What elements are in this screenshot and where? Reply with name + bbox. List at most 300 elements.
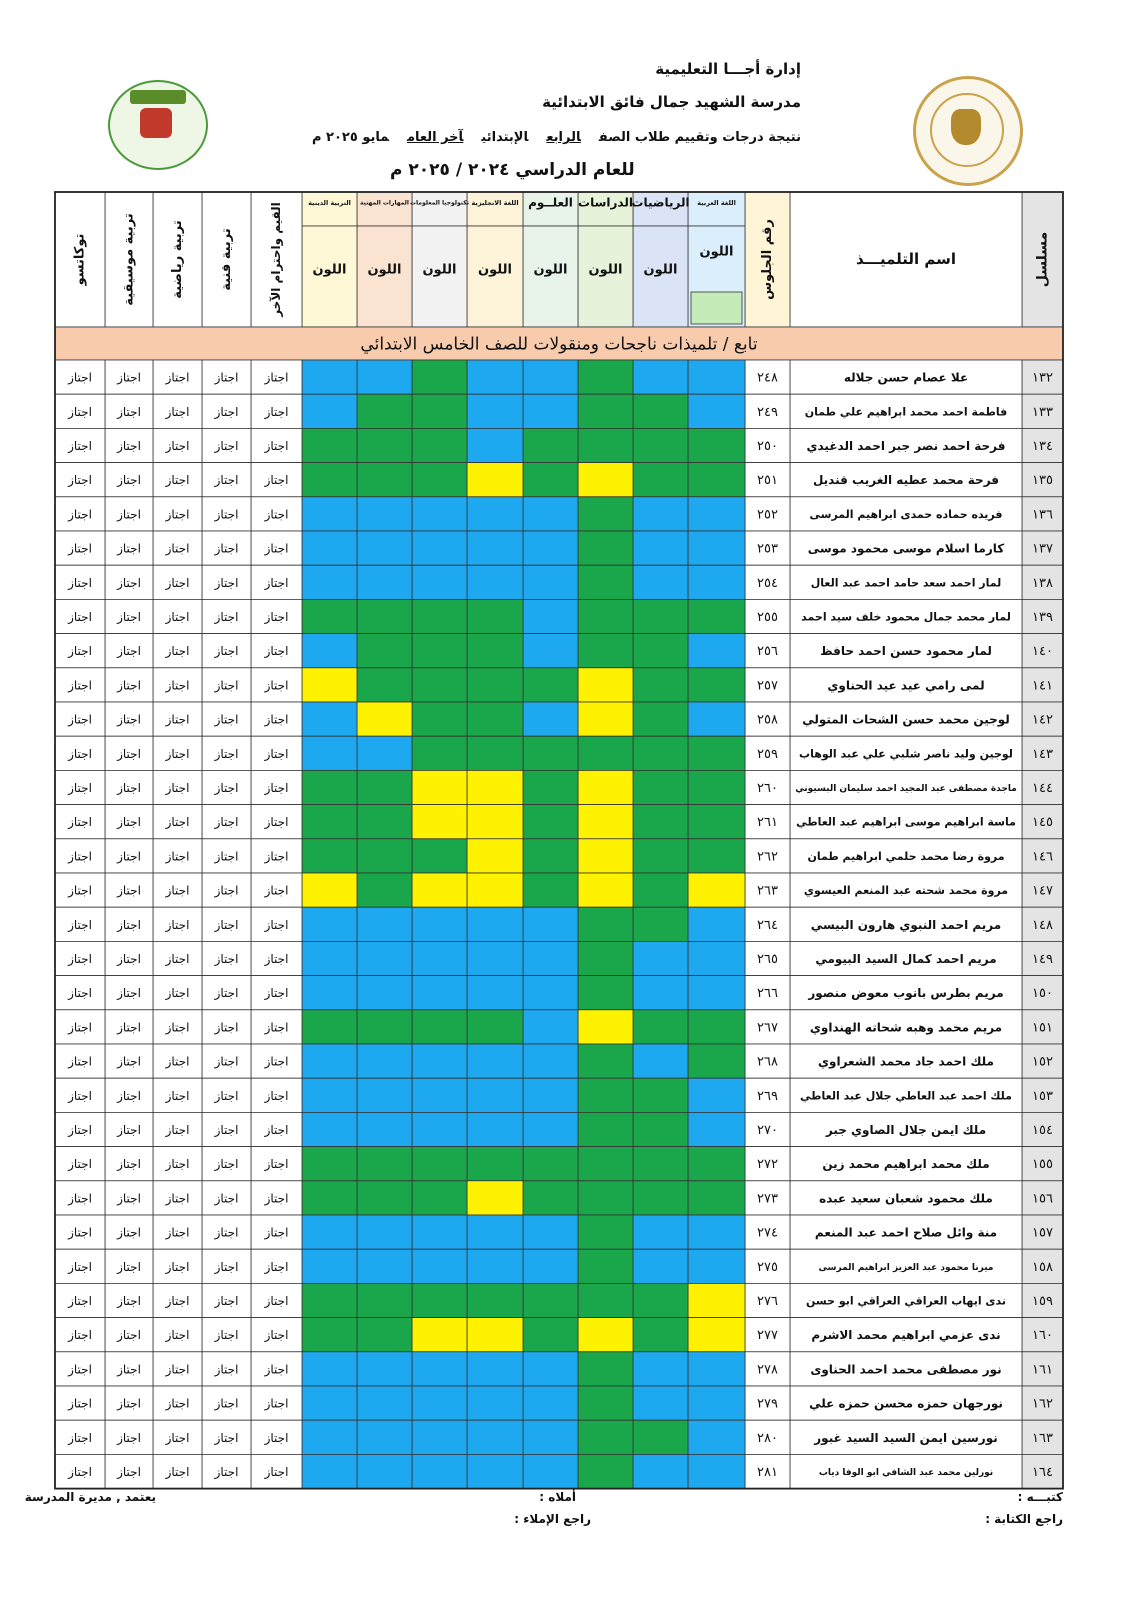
grade-color-cell — [467, 463, 523, 497]
grade-color-cell — [302, 1181, 357, 1215]
serial-value: ١٤٠ — [1032, 644, 1053, 660]
grade-color-cell — [523, 1352, 578, 1386]
grade-color-cell — [633, 702, 688, 736]
serial-value: ١٣٣ — [1032, 404, 1053, 420]
pass-status: اجتاز — [117, 1294, 141, 1308]
grade-color-cell — [467, 805, 523, 839]
pass-status: اجتاز — [214, 746, 239, 761]
grade-color-cell — [357, 565, 412, 599]
grade-color-cell — [357, 463, 412, 497]
pass-status: اجتاز — [264, 644, 289, 659]
grade-color-cell — [412, 394, 467, 428]
subject-header-4: اللغة الانجليزية — [471, 199, 519, 207]
grade-color-cell — [633, 805, 688, 839]
grade-color-cell — [523, 1181, 578, 1215]
grade-color-cell — [578, 634, 633, 668]
pass-status: اجتاز — [165, 507, 190, 522]
grade-color-cell — [633, 463, 688, 497]
student-name: فرحة محمد عطيه الغريب قنديل — [812, 473, 1000, 488]
serial-value: ١٦٢ — [1032, 1396, 1053, 1412]
pass-status: اجتاز — [165, 781, 190, 795]
grade-color-cell — [412, 1181, 467, 1215]
grade-color-cell — [688, 463, 745, 497]
pass-status: اجتاز — [165, 1157, 190, 1172]
grade-color-cell — [688, 736, 745, 770]
student-name: مروة رضا محمد حلمي ابراهيم طمان — [807, 849, 1005, 863]
pass-status: اجتاز — [165, 1362, 190, 1377]
grade-color-cell — [523, 634, 578, 668]
student-name: ماسة ابراهيم موسى ابراهيم عبد العاطي — [796, 815, 1016, 829]
grade-color-cell — [688, 1249, 745, 1283]
grade-color-cell — [633, 497, 688, 531]
pass-status: اجتاز — [264, 439, 289, 453]
grade-color-cell — [578, 599, 633, 633]
pass-status: اجتاز — [117, 1396, 141, 1411]
seat-number: ٢٥٧ — [757, 678, 778, 694]
serial-value: ١٦٤ — [1032, 1465, 1053, 1480]
grade-color-cell — [633, 428, 688, 462]
pass-status: اجتاز — [165, 746, 190, 761]
grade-color-cell — [633, 1283, 688, 1317]
pass-status: اجتاز — [214, 1430, 239, 1445]
pass-status: اجتاز — [165, 370, 190, 385]
grade-color-cell — [578, 531, 633, 565]
grade-color-cell — [412, 873, 467, 907]
grade-color-cell — [578, 668, 633, 702]
grade-color-cell — [302, 736, 357, 770]
grade-color-cell — [523, 668, 578, 702]
pass-status: اجتاز — [214, 1088, 239, 1103]
pass-status: اجتاز — [117, 883, 141, 898]
pass-status: اجتاز — [214, 541, 239, 556]
grade-color-cell — [688, 599, 745, 633]
grade-color-cell — [467, 839, 523, 873]
pass-status: اجتاز — [117, 541, 141, 556]
grade-color-cell — [688, 565, 745, 599]
grade-color-cell — [523, 1386, 578, 1420]
pass-status: اجتاز — [165, 1088, 190, 1103]
pass-status: اجتاز — [214, 1225, 239, 1240]
grade-color-cell — [467, 907, 523, 941]
grade-color-cell — [302, 1283, 357, 1317]
grade-color-cell — [357, 428, 412, 462]
student-name: ملك ايمن جلال الصاوي جبر — [825, 1123, 987, 1137]
seat-number: ٢٨٠ — [757, 1430, 778, 1446]
grade-color-cell — [302, 1318, 357, 1352]
pass-status: اجتاز — [165, 1328, 190, 1343]
pass-status: اجتاز — [68, 952, 92, 966]
grade-color-cell — [688, 702, 745, 736]
pass-status: اجتاز — [165, 883, 190, 898]
grade-color-cell — [412, 531, 467, 565]
grade-color-cell — [578, 394, 633, 428]
serial-value: ١٥٩ — [1032, 1294, 1053, 1309]
grade-color-cell — [578, 1044, 633, 1078]
grade-color-cell — [688, 1044, 745, 1078]
grade-color-cell — [633, 531, 688, 565]
pass-status: اجتاز — [68, 610, 92, 624]
pass-status: اجتاز — [68, 1054, 92, 1069]
grade-color-cell — [302, 839, 357, 873]
stage-value: الإبتدائي — [481, 130, 529, 145]
grade-color-cell — [578, 1318, 633, 1352]
pass-status: اجتاز — [165, 1123, 190, 1137]
pass-status: اجتاز — [264, 1362, 289, 1377]
student-name: لمى رامي عيد عيد الحناوي — [827, 678, 985, 693]
grade-color-cell — [302, 873, 357, 907]
grade-color-cell — [578, 1147, 633, 1181]
grade-color-cell — [578, 736, 633, 770]
pass-status: اجتاز — [214, 473, 239, 488]
grade-color-cell — [467, 1044, 523, 1078]
grade-color-cell — [467, 976, 523, 1010]
grade-color-cell — [467, 1112, 523, 1146]
student-name: نور مصطفى محمد احمد الحناوى — [810, 1362, 1002, 1377]
grade-color-cell — [688, 428, 745, 462]
grade-color-cell — [633, 907, 688, 941]
grade-color-cell — [523, 839, 578, 873]
serial-value: ١٣٩ — [1032, 610, 1053, 625]
seat-number: ٢٥٨ — [757, 712, 778, 728]
serial-value: ١٤٩ — [1032, 952, 1053, 967]
pass-status: اجتاز — [117, 1465, 141, 1479]
pass-status: اجتاز — [264, 404, 289, 419]
serial-value: ١٣٢ — [1032, 370, 1053, 386]
pass-status: اجتاز — [117, 473, 141, 488]
grade-color-cell — [633, 770, 688, 804]
serial-value: ١٣٨ — [1032, 575, 1053, 591]
pass-status: اجتاز — [214, 1396, 239, 1411]
pass-status: اجتاز — [68, 1294, 92, 1308]
serial-value: ١٥٣ — [1032, 1088, 1053, 1104]
grade-color-cell — [633, 360, 688, 394]
grade-color-cell — [578, 463, 633, 497]
pass-status: اجتاز — [68, 1191, 92, 1206]
grade-color-cell — [412, 1112, 467, 1146]
grade-color-cell — [578, 1454, 633, 1488]
student-name: ميرنا محمود عبد العزيز ابراهيم المرسى — [818, 1262, 994, 1273]
subject-header-cell — [409, 192, 470, 226]
grade-color-cell — [633, 394, 688, 428]
subject-header-5: تكنولوجيا المعلومات — [409, 199, 470, 207]
pass-status: اجتاز — [117, 1328, 141, 1343]
subject-header-cell — [357, 192, 412, 226]
pass-status: اجتاز — [117, 1225, 141, 1240]
grade-color-cell — [688, 531, 745, 565]
student-name: فريده حماده حمدى ابراهيم المرسى — [809, 507, 1003, 521]
grade-color-cell — [357, 1044, 412, 1078]
grade-color-cell — [357, 805, 412, 839]
pass-status: اجتاز — [68, 1328, 92, 1343]
grade-color-cell — [578, 702, 633, 736]
grade-color-cell — [523, 1147, 578, 1181]
grade-color-cell — [302, 770, 357, 804]
pass-status: اجتاز — [165, 1465, 190, 1479]
seat-number: ٢٥١ — [757, 473, 778, 489]
pass-status: اجتاز — [117, 575, 141, 590]
grade-color-cell — [357, 1249, 412, 1283]
pass-status: اجتاز — [264, 883, 289, 898]
grade-color-cell — [302, 1454, 357, 1488]
grade-color-cell — [467, 497, 523, 531]
pass-status: اجتاز — [214, 1157, 239, 1172]
pass-status: اجتاز — [214, 1362, 239, 1377]
pass-status: اجتاز — [68, 1123, 92, 1137]
grade-color-cell — [523, 565, 578, 599]
grade-color-cell — [467, 668, 523, 702]
grade-color-cell — [688, 497, 745, 531]
serial-value: ١٥١ — [1032, 1020, 1053, 1036]
serial-value: ١٥٨ — [1032, 1259, 1053, 1275]
student-name: علا عصام حسن جلاله — [843, 370, 969, 385]
grade-color-cell — [302, 1010, 357, 1044]
grade-color-cell — [412, 702, 467, 736]
grade-color-cell — [633, 1112, 688, 1146]
seat-number: ٢٦٩ — [757, 1088, 778, 1104]
pass-status: اجتاز — [165, 404, 190, 419]
pass-status: اجتاز — [264, 678, 289, 693]
grade-color-cell — [357, 1215, 412, 1249]
color-label: اللون — [699, 244, 734, 260]
pass-status: اجتاز — [214, 644, 239, 659]
grade-color-cell — [688, 634, 745, 668]
grade-color-cell — [633, 839, 688, 873]
grade-color-cell — [412, 1249, 467, 1283]
student-name: لمار محمد جمال محمود خلف سيد احمد — [801, 610, 1011, 624]
pass-status: اجتاز — [264, 712, 289, 727]
pass-status: اجتاز — [264, 746, 289, 761]
grade-color-cell — [302, 394, 357, 428]
grade-color-cell — [412, 839, 467, 873]
pass-status: اجتاز — [264, 473, 289, 488]
serial-value: ١٣٦ — [1032, 507, 1053, 523]
grade-color-cell — [578, 1386, 633, 1420]
pass-status: اجتاز — [165, 610, 190, 624]
seat-number: ٢٥٠ — [757, 439, 778, 454]
serial-value: ١٦١ — [1032, 1362, 1053, 1378]
pass-status: اجتاز — [68, 404, 92, 419]
pass-status: اجتاز — [117, 986, 141, 1001]
pass-status: اجتاز — [214, 439, 239, 453]
pass-status: اجتاز — [68, 1259, 92, 1274]
pass-status: اجتاز — [214, 917, 239, 932]
grade-color-cell — [357, 736, 412, 770]
student-name: لمار احمد سعد حامد احمد عبد العال — [810, 576, 1002, 590]
grade-color-cell — [302, 1420, 357, 1454]
pass-status: اجتاز — [117, 746, 141, 761]
grade-color-cell — [357, 839, 412, 873]
pass-status: اجتاز — [214, 883, 239, 898]
grade-color-cell — [633, 1318, 688, 1352]
grade-color-cell — [302, 634, 357, 668]
grade-color-cell — [688, 1215, 745, 1249]
grade-color-cell — [688, 873, 745, 907]
grade-color-cell — [523, 1283, 578, 1317]
grade-color-cell — [633, 736, 688, 770]
pass-status: اجتاز — [68, 439, 92, 453]
pass-status: اجتاز — [68, 986, 92, 1001]
grade-color-cell — [467, 565, 523, 599]
pass-status: اجتاز — [117, 712, 141, 727]
serial-value: ١٤٥ — [1032, 815, 1053, 831]
pass-status: اجتاز — [117, 1430, 141, 1445]
grade-color-cell — [412, 941, 467, 975]
grade-color-cell — [302, 907, 357, 941]
pass-status: اجتاز — [68, 1020, 92, 1035]
grade-color-cell — [412, 1147, 467, 1181]
pass-status: اجتاز — [165, 473, 190, 488]
pass-status: اجتاز — [68, 1430, 92, 1445]
grade-color-cell — [302, 1386, 357, 1420]
grade-color-cell — [633, 1181, 688, 1215]
grade-color-cell — [302, 531, 357, 565]
grade-color-cell — [523, 907, 578, 941]
color-label: اللون — [643, 262, 678, 278]
seat-number: ٢٥٩ — [757, 746, 778, 762]
grade-color-cell — [467, 1454, 523, 1488]
pass-status: اجتاز — [117, 610, 141, 624]
grade-color-cell — [633, 565, 688, 599]
grade-color-cell — [688, 941, 745, 975]
seat-number: ٢٦٤ — [757, 917, 778, 933]
date-value: مايو ٢٠٢٥ م — [311, 130, 389, 145]
pass-status: اجتاز — [214, 404, 239, 419]
administration-title: إدارة أجـــا التعليمية — [655, 60, 801, 78]
student-name: كارما اسلام موسى محمود موسى — [807, 541, 1005, 556]
values-header: القيم واحترام الآخر — [269, 202, 283, 317]
pass-status: اجتاز — [165, 1191, 190, 1206]
grade-color-cell — [467, 1249, 523, 1283]
pass-status: اجتاز — [264, 1396, 289, 1411]
grade-color-cell — [578, 839, 633, 873]
footer-dictation-reviewer: راجع الإملاء : — [514, 1512, 591, 1526]
seat-number: ٢٥٦ — [757, 644, 778, 660]
student-name: مروة محمد شحته عبد المنعم العيسوي — [803, 884, 1009, 898]
pass-status: اجتاز — [117, 849, 141, 864]
grade-color-cell — [412, 599, 467, 633]
pass-status: اجتاز — [264, 575, 289, 590]
pass-status: اجتاز — [117, 1123, 141, 1137]
pass-status: اجتاز — [68, 712, 92, 727]
student-name: ملك محمد ابراهيم محمد زين — [822, 1157, 990, 1172]
grade-color-cell — [412, 1215, 467, 1249]
academic-year: للعام الدراسي ٢٠٢٤ / ٢٠٢٥ م — [390, 160, 635, 180]
grade-color-cell — [467, 1420, 523, 1454]
student-name: ملك احمد عبد العاطي جلال عبد العاطي — [800, 1089, 1012, 1103]
grade-color-cell — [412, 805, 467, 839]
pass-status: اجتاز — [68, 507, 92, 522]
grade-color-cell — [688, 1147, 745, 1181]
pass-status: اجتاز — [68, 1362, 92, 1377]
pass-status: اجتاز — [117, 1259, 141, 1274]
student-name: لوجين محمد حسن الشحات المتولي — [802, 712, 1010, 727]
grade-color-cell — [467, 1078, 523, 1112]
serial-header: مسلسل — [1034, 231, 1051, 288]
grade-color-cell — [688, 1078, 745, 1112]
seat-number: ٢٥٥ — [757, 610, 778, 625]
grade-color-cell — [523, 531, 578, 565]
grade-color-cell — [523, 976, 578, 1010]
grade-color-cell — [523, 1215, 578, 1249]
grade-color-cell — [412, 634, 467, 668]
grade-color-cell — [688, 805, 745, 839]
student-name: مريم احمد النبوي هارون البيسي — [810, 917, 1002, 932]
color-label: اللون — [478, 262, 512, 278]
pass-status: اجتاز — [68, 1396, 92, 1411]
grade-color-cell — [357, 1147, 412, 1181]
serial-value: ١٣٥ — [1032, 473, 1053, 489]
grade-color-cell — [467, 1318, 523, 1352]
pass-status: اجتاز — [68, 541, 92, 556]
grade-color-cell — [412, 565, 467, 599]
seat-number: ٢٨١ — [757, 1465, 778, 1480]
grade-color-cell — [302, 463, 357, 497]
pass-status: اجتاز — [68, 849, 92, 864]
grade-color-cell — [357, 770, 412, 804]
grade-color-cell — [467, 599, 523, 633]
pass-status: اجتاز — [214, 1054, 239, 1069]
grade-color-cell — [302, 1352, 357, 1386]
grade-color-cell — [467, 702, 523, 736]
grade-color-cell — [302, 1078, 357, 1112]
grade-color-cell — [412, 497, 467, 531]
grade-color-cell — [578, 805, 633, 839]
taekwondo-header: توكاتسو — [72, 233, 88, 286]
sports-header: تربية رياضية — [170, 220, 185, 299]
grade-color-cell — [523, 805, 578, 839]
grade-color-cell — [523, 428, 578, 462]
grade-color-cell — [633, 1044, 688, 1078]
grade-color-cell — [302, 668, 357, 702]
serial-value: ١٤٧ — [1032, 883, 1053, 899]
grade-color-cell — [302, 1044, 357, 1078]
color-label: اللون — [312, 262, 347, 278]
pass-status: اجتاز — [264, 1088, 289, 1103]
grade-color-cell — [412, 1318, 467, 1352]
grade-color-cell — [467, 360, 523, 394]
grade-color-cell — [633, 1078, 688, 1112]
grade-color-cell — [357, 941, 412, 975]
grade-color-cell — [523, 1318, 578, 1352]
grade-color-cell — [578, 1420, 633, 1454]
grade-color-cell — [357, 1010, 412, 1044]
pass-status: اجتاز — [68, 746, 92, 761]
subject-header-cell — [467, 192, 523, 226]
seat-number: ٢٧٨ — [757, 1362, 778, 1378]
grade-color-cell — [412, 1454, 467, 1488]
grade-color-cell — [302, 805, 357, 839]
grade-color-cell — [578, 428, 633, 462]
grade-color-cell — [633, 873, 688, 907]
grade-color-cell — [357, 634, 412, 668]
grade-color-cell — [523, 394, 578, 428]
student-name: نورجهان حمزه محسن حمزه علي — [809, 1396, 1003, 1411]
pass-status: اجتاز — [165, 1294, 190, 1308]
grade-color-cell — [302, 1215, 357, 1249]
pass-status: اجتاز — [117, 1362, 141, 1377]
grade-color-cell — [357, 394, 412, 428]
pass-status: اجتاز — [117, 1020, 141, 1035]
grade-color-cell — [633, 1386, 688, 1420]
grade-color-cell — [633, 599, 688, 633]
seat-number: ٢٧٧ — [757, 1328, 778, 1344]
grade-color-cell — [578, 873, 633, 907]
grade-color-cell — [302, 428, 357, 462]
seat-number: ٢٧٩ — [757, 1396, 778, 1412]
grade-color-cell — [412, 668, 467, 702]
color-label: اللون — [367, 262, 402, 278]
grade-color-cell — [688, 907, 745, 941]
